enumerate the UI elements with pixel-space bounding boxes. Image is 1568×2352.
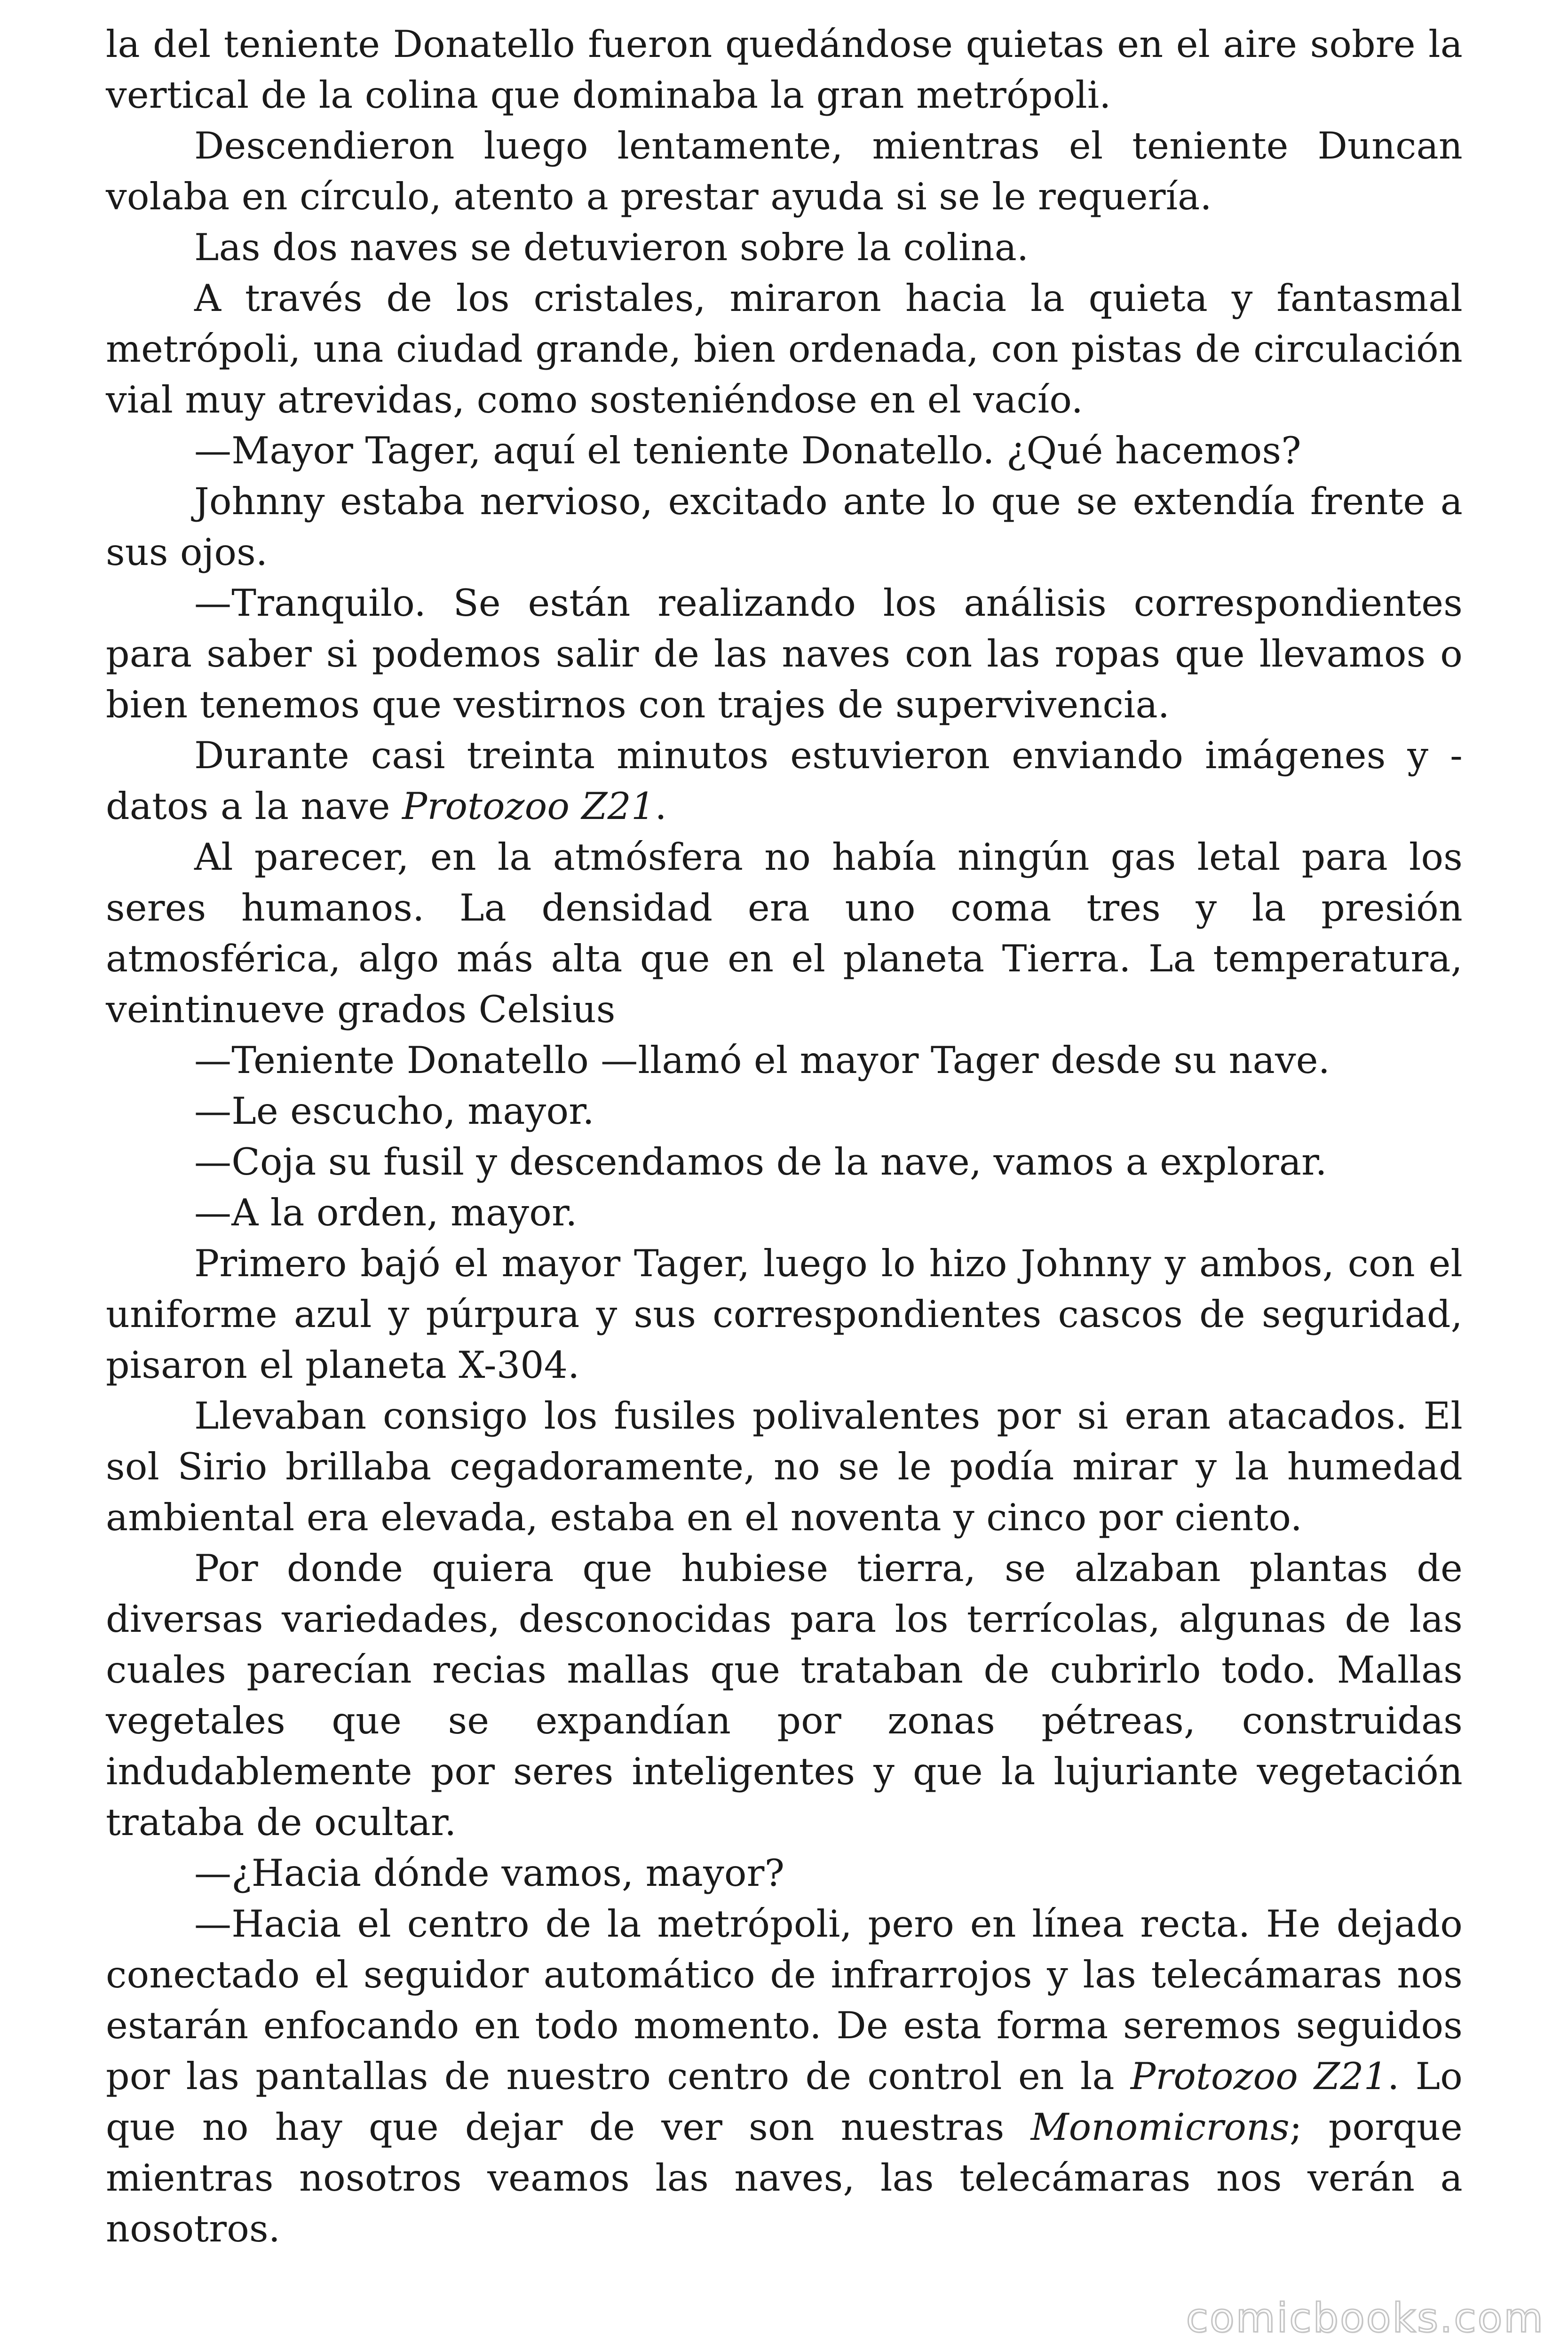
watermark: comicbooks.com	[1186, 2295, 1544, 2342]
paragraph-text: Durante casi treinta minutos estuvieron enviando imágenes y -datos a la nave	[106, 734, 1463, 828]
dialogue-line: —Coja su fusil y descendamos de la nave, vamos a explorar.	[194, 1140, 1327, 1184]
paragraph: Las dos naves se detuvieron sobre la colina.	[194, 226, 1029, 269]
paragraph-text: . Lo que no hay que dejar de ver son nuestras	[106, 2055, 1463, 2149]
paragraph: Por donde quiera que hubiese tierra, se alzaban plantas de diversas variedades, desconocidas para los terrícolas, algunas de las cuales parecían recias mallas que trataban de cubrirlo todo. Mallas vegetales que se expandían por zonas pétreas, construidas indudablemente por seres inteligentes y que la lujuriante vegetación trataba de ocultar.	[106, 1547, 1463, 1844]
dialogue-line: —Teniente Donatello —llamó el mayor Tager desde su nave.	[194, 1039, 1330, 1082]
paragraph-text: .	[655, 785, 667, 828]
paragraph: Johnny estaba nervioso, excitado ante lo que se extendía frente a sus ojos.	[106, 480, 1463, 574]
ship-name: Protozoo Z21	[1130, 2055, 1388, 2098]
paragraph: Al parecer, en la atmósfera no había ningún gas letal para los seres humanos. La densidad era uno coma tres y la presión atmosférica, algo más alta que en el planeta Tierra. La temperatura, veintinueve grados Celsius	[106, 835, 1463, 1031]
dialogue-line	[106, 1899, 1463, 2254]
dialogue-line: —Le escucho, mayor.	[194, 1089, 594, 1133]
dialogue-line: —Tranquilo. Se están realizando los análisis correspondientes para saber si podemos salir de las naves con las ropas que llevamos o bien tenemos que vestirnos con trajes de supervivencia.	[106, 581, 1463, 726]
paragraph-text: —Hacia el centro de la metrópoli, pero en línea recta. He dejado conectado el seguidor automático de infrarrojos y las telecámaras nos estarán enfocando en todo momento. De esta forma seremos seguidos por las pantallas de nuestro centro de control en la	[106, 1902, 1463, 2098]
dialogue-line: —¿Hacia dónde vamos, mayor?	[194, 1851, 785, 1895]
ship-name: Protozoo Z21	[402, 785, 655, 828]
paragraph	[106, 730, 1463, 832]
ship-type: Monomicrons	[1030, 2106, 1290, 2149]
paragraph: la del teniente Donatello fueron quedándose quietas en el aire sobre la vertical de la colina que dominaba la gran metrópoli.	[106, 23, 1463, 117]
dialogue-line: —A la orden, mayor.	[194, 1191, 578, 1234]
paragraph: A través de los cristales, miraron hacia la quieta y fantasmal metrópoli, una ciudad grande, bien ordenada, con pistas de circulación vial muy atrevidas, como sosteniéndose en el vacío.	[106, 277, 1463, 421]
paragraph-text: ; porque mientras nosotros veamos las naves, las telecámaras nos verán a nosotros.	[106, 2106, 1463, 2250]
paragraph: Llevaban consigo los fusiles polivalentes por si eran atacados. El sol Sirio brillaba cegadoramente, no se le podía mirar y la humedad ambiental era elevada, estaba en el noventa y cinco por ciento.	[106, 1394, 1463, 1539]
dialogue-line: —Mayor Tager, aquí el teniente Donatello. ¿Qué hacemos?	[194, 429, 1301, 472]
paragraph: Primero bajó el mayor Tager, luego lo hizo Johnny y ambos, con el uniforme azul y púrpura y sus correspondientes cascos de seguridad, pisaron el planeta X-304.	[106, 1242, 1463, 1387]
page-body	[106, 19, 1463, 2254]
paragraph: Descendieron luego lentamente, mientras el teniente Duncan volaba en círculo, atento a prestar ayuda si se le requería.	[106, 124, 1463, 218]
